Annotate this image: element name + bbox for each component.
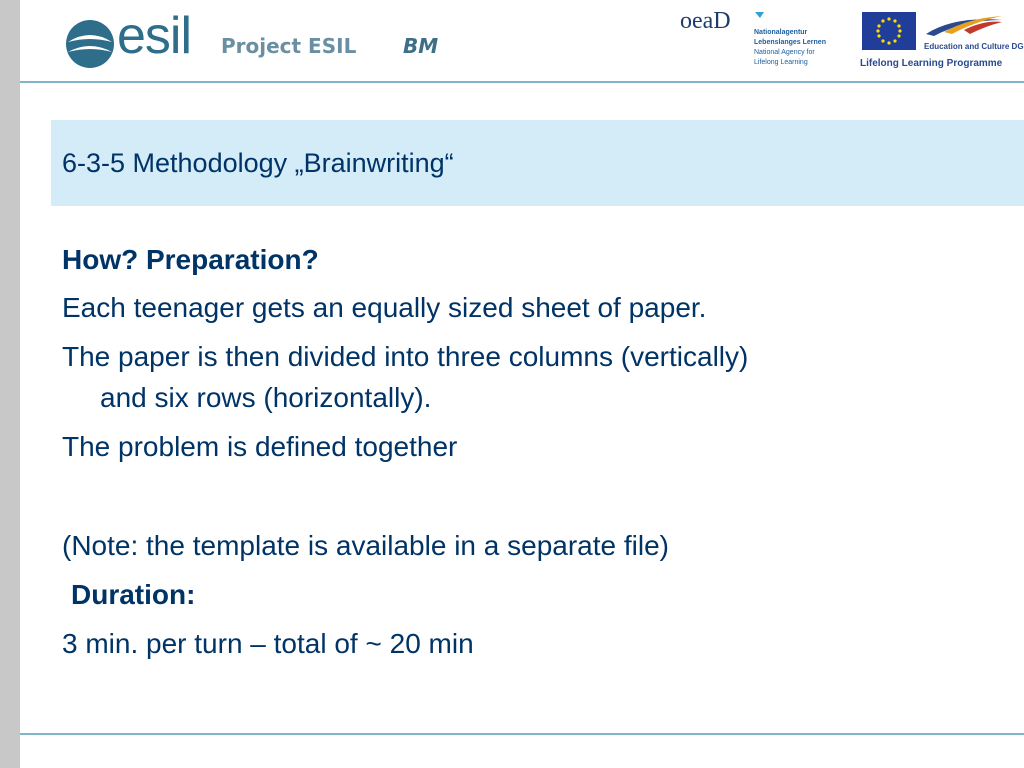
body-line-columns: The paper is then divided into three columns (vertically) — [62, 341, 749, 372]
duration-heading: Duration: — [71, 579, 196, 610]
footer-divider — [20, 733, 1024, 735]
header-divider — [20, 81, 1024, 83]
body-line-problem: The problem is defined together — [62, 431, 458, 462]
oead-agency-text — [754, 28, 826, 68]
left-margin-bar — [0, 0, 20, 768]
lifelong-learning-logo-icon — [924, 12, 1004, 38]
duration-text: 3 min. per turn – total of ~ 20 min — [62, 628, 474, 659]
body-line-paper: Each teenager gets an equally sized sheet of paper. — [62, 292, 707, 323]
eu-flag-icon — [862, 12, 916, 50]
programme-label: Lifelong Learning Programme — [860, 58, 1003, 69]
oead-logo-text: oeaD — [680, 8, 731, 34]
body-line-rows: and six rows (horizontally). — [100, 382, 432, 413]
preparation-heading: How? Preparation? — [62, 244, 319, 275]
oead-line: Lebenslanges Lernen — [754, 39, 826, 46]
oead-line: National Agency for — [754, 49, 815, 56]
author-initials: BM — [403, 34, 439, 58]
project-label: Project ESIL — [221, 34, 357, 58]
esil-logo-text: esil — [117, 7, 192, 65]
template-note: (Note: the template is available in a separate file) — [62, 530, 669, 561]
slide-title: 6-3-5 Methodology „Brainwriting“ — [62, 148, 454, 178]
oead-line: Nationalagentur — [754, 29, 808, 36]
oead-line: Lifelong Learning — [754, 59, 808, 66]
eu-caption: Education and Culture DG — [924, 42, 1024, 51]
